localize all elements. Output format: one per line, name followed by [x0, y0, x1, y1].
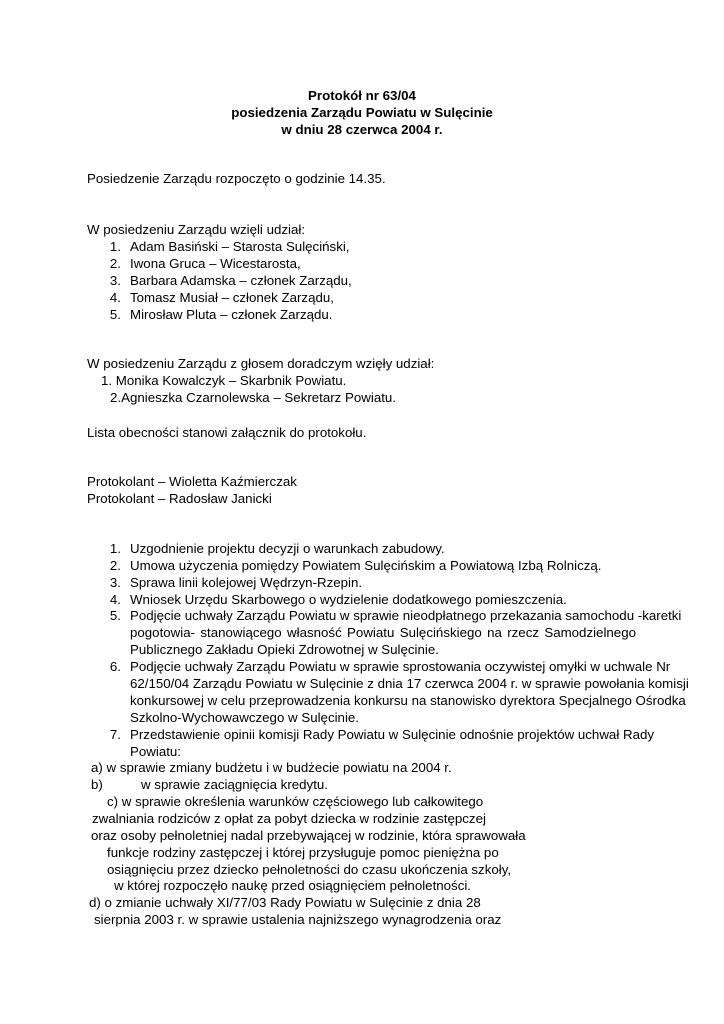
advisory-heading: W posiedzeniu Zarządu z głosem doradczym wzięły udział: [87, 356, 435, 371]
advisory-item: 1. Monika Kowalczyk – Skarbnik Powiatu. [101, 373, 347, 388]
list-item-number: 4. [109, 290, 121, 305]
list-item-number: 3. [109, 273, 121, 288]
protocol-title: Protokół nr 63/04 [308, 88, 416, 103]
participants-heading: W posiedzeniu Zarządu wzięli udział: [87, 222, 306, 237]
sub-item-b: w sprawie zaciągnięcia kredytu. [141, 777, 328, 792]
sub-item-c-line: oraz osoby pełnoletniej nadal przebywającej w rodzinie, która sprawowała [91, 828, 526, 843]
agenda-number: 6. [109, 659, 121, 674]
list-item-number: 1. [109, 239, 121, 254]
agenda-item-line: Powiatu: [130, 744, 181, 759]
opening-text: Posiedzenie Zarządu rozpoczęto o godzinie 14.35. [87, 171, 386, 186]
agenda-number: 1. [109, 541, 121, 556]
agenda-item-line: Szkolno-Wychowawczego w Sulęcinie. [130, 710, 359, 725]
agenda-number: 7. [109, 727, 121, 742]
agenda-item: Wniosek Urzędu Skarbowego o wydzielenie dodatkowego pomieszczenia. [130, 592, 567, 607]
list-item-number: 2. [109, 256, 121, 271]
sub-item-b-label: b) [91, 777, 103, 792]
agenda-item-line: 62/150/04 Zarządu Powiatu w Sulęcinie z dnia 17 czerwca 2004 r. w sprawie powołania komisji [130, 676, 689, 691]
sub-item-a: a) w sprawie zmiany budżetu i w budżecie powiatu na 2004 r. [91, 760, 452, 775]
sub-item-c-line: zwalniania rodziców z opłat za pobyt dziecka w rodzinie zastępczej [92, 811, 486, 826]
agenda-number: 3. [109, 575, 121, 590]
protocol-subtitle: posiedzenia Zarządu Powiatu w Sulęcinie [231, 105, 493, 120]
advisory-item: 2.Agnieszka Czarnolewska – Sekretarz Powiatu. [110, 390, 397, 405]
list-item: Adam Basiński – Starosta Sulęciński, [130, 239, 350, 254]
list-item: Mirosław Pluta – członek Zarządu. [130, 307, 333, 322]
sub-item-c-line: w której rozpoczęło naukę przed osiągnięciem pełnoletności. [114, 878, 471, 893]
agenda-item-line: konkursowej w celu przeprowadzenia konkursu na stanowisko dyrektora Specjalnego Ośrodka [130, 693, 686, 708]
sub-item-d-line: d) o zmianie uchwały XI/77/03 Rady Powiatu w Sulęcinie z dnia 28 [89, 895, 481, 910]
recorder-line: Protokolant – Wioletta Kaźmierczak [87, 474, 297, 489]
agenda-item: Sprawa linii kolejowej Wędrzyn-Rzepin. [130, 575, 363, 590]
list-item: Tomasz Musiał – członek Zarządu, [130, 290, 334, 305]
agenda-item-line: Przedstawienie opinii komisji Rady Powiatu w Sulęcinie odnośnie projektów uchwał Rady [130, 727, 655, 742]
list-item: Iwona Gruca – Wicestarosta, [130, 256, 301, 271]
agenda-item-line: Podjęcie uchwały Zarządu Powiatu w sprawie sprostowania oczywistej omyłki w uchwale Nr [130, 659, 671, 674]
sub-item-c-line: funkcje rodziny zastępczej i której przysługuje pomoc pieniężna po [107, 845, 499, 860]
agenda-item: Umowa użyczenia pomiędzy Powiatem Sulęcińskim a Powiatową Izbą Rolniczą. [130, 558, 602, 573]
protocol-date: w dniu 28 czerwca 2004 r. [281, 122, 443, 137]
agenda-item-line: Podjęcie uchwały Zarządu Powiatu w sprawie nieodpłatnego przekazania samochodu -karetki [130, 608, 682, 623]
agenda-item-line: Publicznego Zakładu Opieki Zdrowotnej w Sulęcinie. [130, 642, 439, 657]
agenda-item: Uzgodnienie projektu decyzji o warunkach zabudowy. [130, 541, 445, 556]
agenda-number: 4. [109, 592, 121, 607]
list-item-number: 5. [109, 307, 121, 322]
agenda-number: 2. [109, 558, 121, 573]
list-item: Barbara Adamska – członek Zarządu, [130, 273, 352, 288]
recorder-line: Protokolant – Radosław Janicki [87, 491, 272, 506]
sub-item-c-line: c) w sprawie określenia warunków częściowego lub całkowitego [107, 794, 484, 809]
attendance-note: Lista obecności stanowi załącznik do protokołu. [87, 425, 367, 440]
sub-item-c-line: osiągnięciu przez dziecko pełnoletności do czasu ukończenia szkoły, [107, 862, 512, 877]
sub-item-d-line: sierpnia 2003 r. w sprawie ustalenia najniższego wynagrodzenia oraz [94, 912, 502, 927]
agenda-number: 5. [109, 608, 121, 623]
agenda-item-line: pogotowia- stanowiącego własność Powiatu Sulęcińskiego na rzecz Samodzielnego [130, 625, 636, 640]
